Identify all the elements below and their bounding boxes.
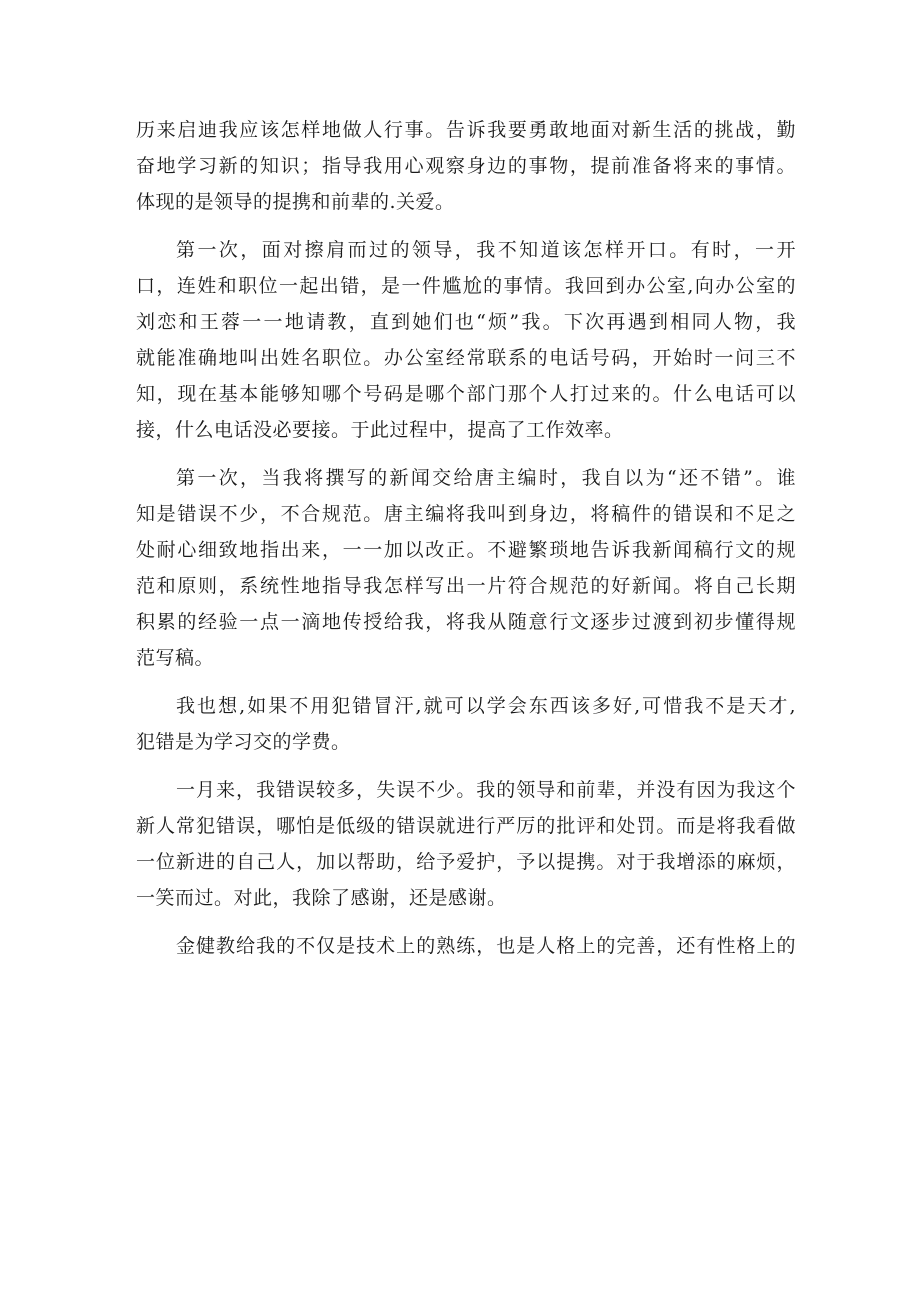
text-line: 知，现在基本能够知哪个号码是哪个部门那个人打过来的。什么电话可以 bbox=[136, 383, 796, 405]
text-line: 处耐心细致地指出来，一一加以改正。不避繁琐地告诉我新闻稿行文的规 bbox=[136, 539, 796, 561]
text-line: 奋地学习新的知识；指导我用心观察身边的事物，提前准备将来的事情。 bbox=[136, 155, 796, 177]
text-line: 就能准确地叫出姓名职位。办公室经常联系的电话号码，开始时一问三不 bbox=[136, 347, 796, 369]
text-line: 第一次，当我将撰写的新闻交给唐主编时，我自以为“还不错”。谁 bbox=[176, 467, 796, 489]
text-line: 历来启迪我应该怎样地做人行事。告诉我要勇敢地面对新生活的挑战，勤 bbox=[136, 119, 796, 141]
paragraph-4 bbox=[136, 688, 796, 760]
paragraph-6 bbox=[136, 928, 796, 964]
text-line: 体现的是领导的提携和前辈的.关爱。 bbox=[136, 191, 455, 213]
paragraph-2 bbox=[136, 232, 796, 448]
text-line: 一笑而过。对此，我除了感谢，还是感谢。 bbox=[136, 887, 507, 909]
text-line: 范写稿。 bbox=[136, 647, 215, 669]
text-line: 我也想,如果不用犯错冒汗,就可以学会东西该多好,可惜我不是天才, bbox=[176, 695, 796, 717]
text-line: 金健教给我的不仅是技术上的熟练，也是人格上的完善，还有性格上的 bbox=[176, 935, 796, 957]
text-line: 新人常犯错误，哪怕是低级的错误就进行严厉的批评和处罚。而是将我看做 bbox=[136, 815, 796, 837]
text-line: 接，什么电话没必要接。于此过程中，提高了工作效率。 bbox=[136, 419, 624, 441]
paragraph-3 bbox=[136, 460, 796, 676]
text-line: 第一次，面对擦肩而过的领导，我不知道该怎样开口。有时，一开 bbox=[176, 239, 796, 261]
text-line: 积累的经验一点一滴地传授给我，将我从随意行文逐步过渡到初步懂得规 bbox=[136, 611, 796, 633]
text-line: 口，连姓和职位一起出错，是一件尴尬的事情。我回到办公室,向办公室的 bbox=[136, 275, 796, 297]
text-line: 犯错是为学习交的学费。 bbox=[136, 731, 351, 753]
document-body bbox=[136, 112, 796, 976]
paragraph-5 bbox=[136, 772, 796, 916]
paragraph-1 bbox=[136, 112, 796, 220]
text-line: 知是错误不少，不合规范。唐主编将我叫到身边，将稿件的错误和不足之 bbox=[136, 503, 796, 525]
text-line: 一月来，我错误较多，失误不少。我的领导和前辈，并没有因为我这个 bbox=[176, 779, 796, 801]
text-line: 刘恋和王蓉一一地请教，直到她们也“烦”我。下次再遇到相同人物，我 bbox=[136, 311, 796, 333]
text-line: 一位新进的自己人，加以帮助，给予爱护，予以提携。对于我增添的麻烦， bbox=[136, 851, 796, 873]
text-line: 范和原则，系统性地指导我怎样写出一片符合规范的好新闻。将自己长期 bbox=[136, 575, 796, 597]
